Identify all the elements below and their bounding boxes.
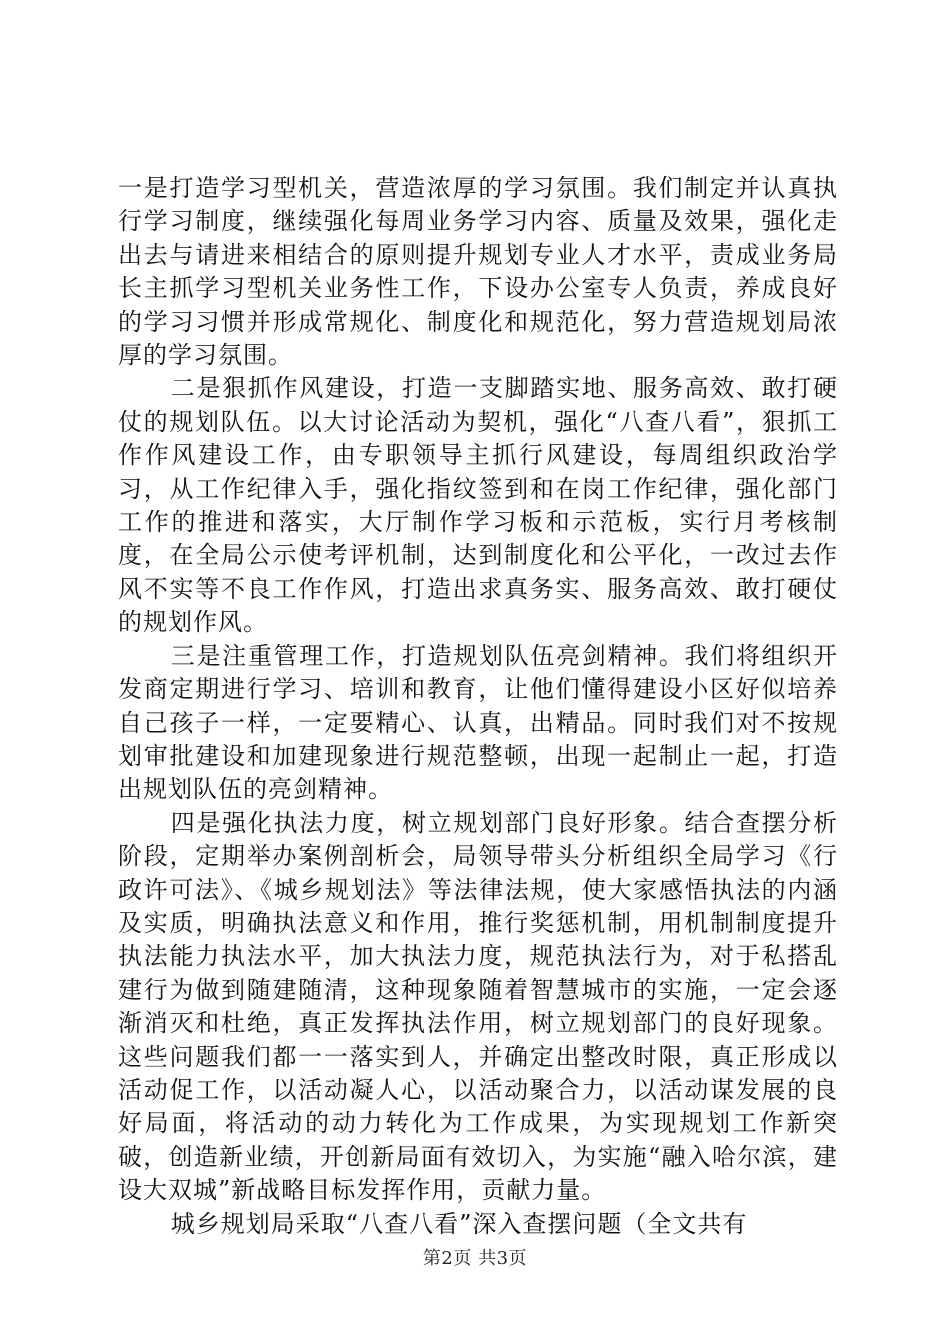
paragraph-5: 城乡规划局采取“八查八看”深入查摆问题（全文共有 [170, 1209, 748, 1238]
paragraph-2: 二是狠抓作风建设，打造一支脚踏实地、服务高效、敢打硬仗的规划队伍。以大讨论活动为契机，强化“八查八看”，狠抓工作作风建设工作，由专职领导主抓行风建设，每周组织政治学习，从工作纪律入手，强化指纹签到和在岗工作纪律，强化部门工作的推进和落实，大厅制作学习板和示范板，实行月考核制度，在全局公示使考评机制，达到制度化和公平化，一改过去作风不实等不良工作作风，打造出求真务实、服务高效、敢打硬仗的规划作风。 [118, 374, 838, 637]
page-number: 第2页 共3页 [422, 1248, 528, 1269]
paragraph-3: 三是注重管理工作，打造规划队伍亮剑精神。我们将组织开发商定期进行学习、培训和教育，让他们懂得建设小区好似培养自己孩子一样，一定要精心、认真，出精品。同时我们对不按规划审批建设和加建现象进行规范整顿，出现一起制止一起，打造出规划队伍的亮剑精神。 [118, 641, 838, 804]
document-body [118, 172, 838, 1241]
paragraph-1: 一是打造学习型机关，营造浓厚的学习氛围。我们制定并认真执行学习制度，继续强化每周业务学习内容、质量及效果，强化走出去与请进来相结合的原则提升规划专业人才水平，责成业务局长主抓学习型机关业务性工作，下设办公室专人负责，养成良好的学习习惯并形成常规化、制度化和规范化，努力营造规划局浓厚的学习氛围。 [118, 174, 838, 370]
page-footer [0, 1244, 950, 1270]
paragraph-4: 四是强化执法力度，树立规划部门良好形象。结合查摆分析阶段，定期举办案例剖析会，局领导带头分析组织全局学习《行政许可法》、《城乡规划法》等法律法规，使大家感悟执法的内涵及实质，明确执法意义和作用，推行奖惩机制，用机制制度提升执法能力执法水平，加大执法力度，规范执法行为，对于私搭乱建行为做到随建随清，这种现象随着智慧城市的实施，一定会逐渐消灭和杜绝，真正发挥执法作用，树立规划部门的良好现象。这些问题我们都一一落实到人，并确定出整改时限，真正形成以活动促工作，以活动凝人心，以活动聚合力，以活动谋发展的良好局面，将活动的动力转化为工作成果，为实现规划工作新突破，创造新业绩，开创新局面有效切入，为实施“融入哈尔滨，建设大双城”新战略目标发挥作用，贡献力量。 [118, 808, 838, 1205]
